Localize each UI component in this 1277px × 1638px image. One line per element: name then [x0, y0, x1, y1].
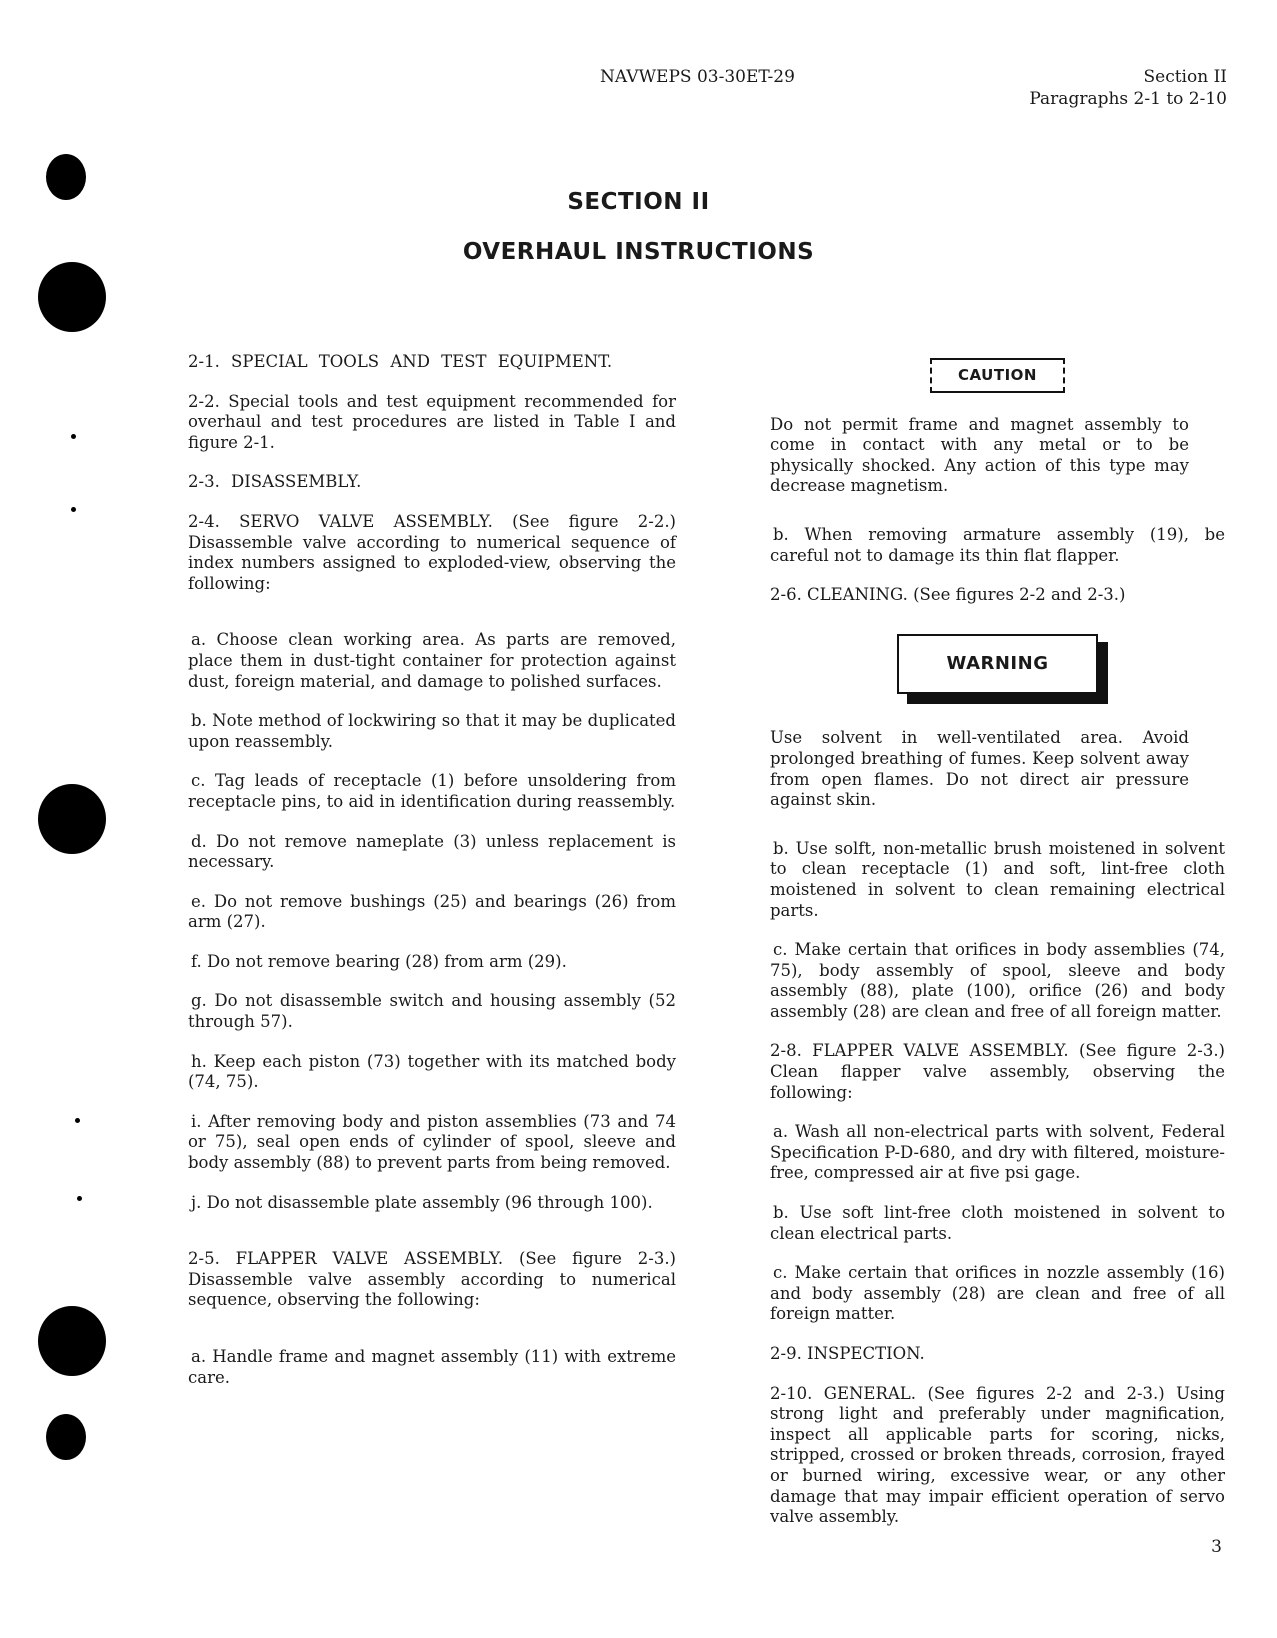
page-number: 3 [1211, 1537, 1222, 1557]
list-item: f. Do not remove bearing (28) from arm (29). [191, 951, 567, 971]
list-item: i. After removing body and piston assemblies (73 and 74 or 75), seal open ends of cylinder of spool, sleeve and body assembly (88) to prevent parts from being removed. [188, 1111, 676, 1173]
caution-label: CAUTION [930, 358, 1065, 393]
list-item: a. Choose clean working area. As parts are removed, place them in dust-tight container for protection against dust, foreign material, and damage to polished surfaces. [188, 630, 676, 691]
list-item: g. Do not disassemble switch and housing assembly (52 through 57). [188, 991, 676, 1032]
paragraph-heading: 2-3. DISASSEMBLY. [188, 472, 362, 492]
page-title: OVERHAUL INSTRUCTIONS [462, 239, 815, 265]
paragraph: 2-10. GENERAL. (See figures 2-2 and 2-3.) Using strong light and preferably under magnification, inspect all applicable parts for scoring, nicks, stripped, crossed or broken threads, corrosion, frayed or burned wiring, excessive wear, or any other damage that may impair efficient operation of servo valve assembly. [770, 1383, 1225, 1527]
caution-notice [770, 304, 1225, 393]
list-item: b. When removing armature assembly (19), be careful not to damage its thin flat flapper. [770, 524, 1225, 565]
paragraph: 2-5. FLAPPER VALVE ASSEMBLY. (See figure 2-3.) Disassemble valve assembly according to numerical sequence, observing the following: [188, 1249, 676, 1310]
binder-hole [38, 784, 106, 854]
warning-label: WARNING [897, 634, 1099, 695]
list-item: b. Use soft lint-free cloth moistened in solvent to clean electrical parts. [770, 1203, 1225, 1243]
doc-number: NAVWEPS 03-30ET-29 [600, 67, 795, 87]
paragraph-heading: 2-9. INSPECTION. [770, 1344, 925, 1363]
caution-text: Do not permit frame and magnet assembly to come in contact with any metal or to be physically shocked. Any action of this type may decrease magnetism. [770, 414, 1189, 496]
binder-hole [46, 1414, 86, 1460]
paragraph-heading: 2-1. SPECIAL TOOLS AND TEST EQUIPMENT. [188, 352, 613, 371]
list-item: a. Wash all non-electrical parts with solvent, Federal Specification P-D-680, and dry with filtered, moisture-free, compressed air at five psi gage. [770, 1122, 1225, 1183]
list-item: c. Make certain that orifices in nozzle assembly (16) and body assembly (28) are clean and free of all foreign matter. [770, 1263, 1225, 1324]
section-title: SECTION II [567, 189, 710, 215]
list-item: c. Tag leads of receptacle (1) before unsoldering from receptacle pins, to aid in identification during reassembly. [188, 771, 676, 811]
warning-notice [770, 628, 1225, 699]
left-column [188, 352, 676, 1407]
binder-hole [38, 1306, 106, 1376]
right-column [770, 304, 1225, 1547]
list-item: a. Handle frame and magnet assembly (11) with extreme care. [188, 1347, 676, 1387]
paragraph: 2-8. FLAPPER VALVE ASSEMBLY. (See figure 2-3.) Clean flapper valve assembly, observing the following: [770, 1041, 1225, 1102]
speck [71, 434, 76, 439]
list-item: d. Do not remove nameplate (3) unless replacement is necessary. [188, 831, 676, 872]
list-item: h. Keep each piston (73) together with its matched body (74, 75). [188, 1051, 676, 1092]
paragraph-heading: 2-6. CLEANING. (See figures 2-2 and 2-3.) [770, 585, 1126, 605]
binder-hole [38, 262, 106, 332]
section-label: Section II [1143, 67, 1227, 87]
list-item: b. Note method of lockwiring so that it may be duplicated upon reassembly. [188, 711, 676, 751]
warning-text: Use solvent in well-ventilated area. Avoid prolonged breathing of fumes. Keep solvent away from open flames. Do not direct air pressure against skin. [770, 728, 1189, 810]
list-item: e. Do not remove bushings (25) and bearings (26) from arm (27). [188, 891, 676, 932]
list-item: c. Make certain that orifices in body assemblies (74, 75), body assembly of spool, sleeve and body assembly (88), plate (100), orifice (26) and body assembly (28) are clean and free of all foreign matter. [770, 940, 1225, 1021]
paragraph-range: Paragraphs 2-1 to 2-10 [1029, 89, 1227, 109]
speck [77, 1196, 82, 1201]
paragraph: 2-2. Special tools and test equipment recommended for overhaul and test procedures are listed in Table I and figure 2-1. [188, 391, 676, 452]
speck [75, 1118, 80, 1123]
section-reference [1029, 66, 1227, 110]
speck [71, 507, 76, 512]
list-item: b. Use solft, non-metallic brush moistened in solvent to clean receptacle (1) and soft, lint-free cloth moistened in solvent to clean remaining electrical parts. [770, 838, 1225, 920]
list-item: j. Do not disassemble plate assembly (96 through 100). [191, 1192, 653, 1212]
paragraph: 2-4. SERVO VALVE ASSEMBLY. (See figure 2-2.) Disassemble valve according to numerical sequence of index numbers assigned to exploded-view, observing the following: [188, 511, 676, 593]
